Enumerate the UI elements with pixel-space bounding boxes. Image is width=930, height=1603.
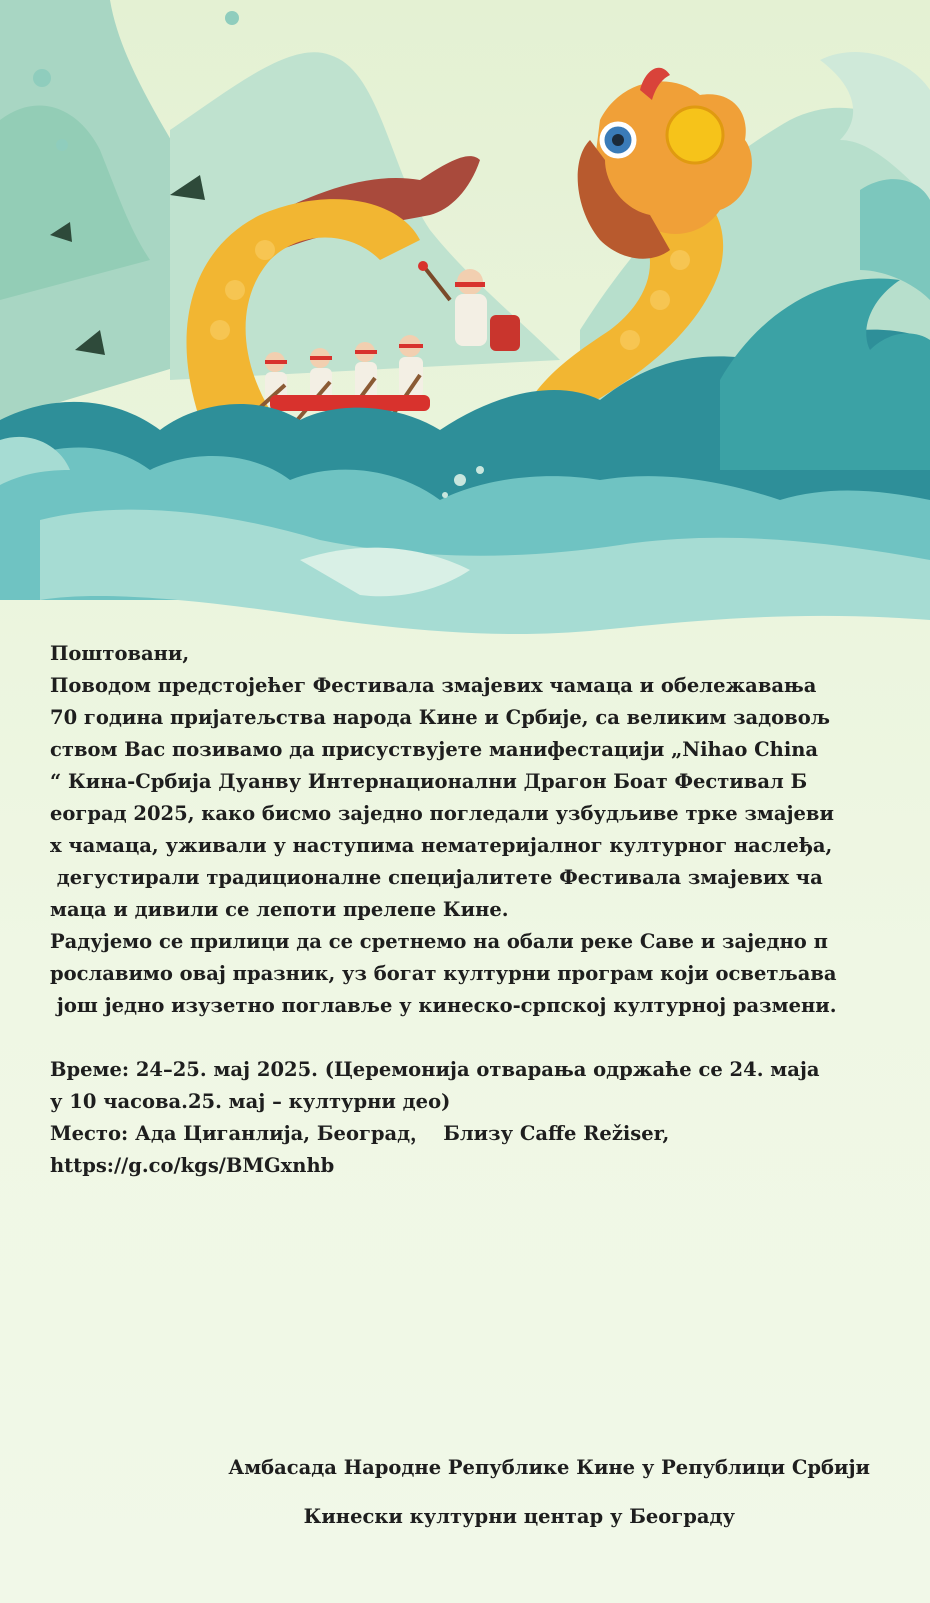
signature-cultural-center: Кинески културни центар у Београду [303,1505,735,1528]
event-time-cont: у 10 часова.25. мај – културни део) [50,1090,451,1113]
dragon-pearl [667,107,723,163]
letter-body-line: дегустирали традиционалне специјалитете Фестивала змајевих ча [50,866,823,889]
dragon-boat-illustration [0,0,930,660]
event-map-link[interactable]: https://g.co/kgs/BMGxnhb [50,1154,335,1177]
letter-body-line: х чамаца, уживали у наступима нематеријалног културног наслеђа, [50,834,833,857]
letter-body-line: “ Кина-Србија Дуанву Интернационални Драгон Боат Фестивал Б [50,770,808,793]
letter-body-line: 70 година пријатељства народа Кине и Србије, са великим задовољ [50,706,830,729]
letter-body-line: маца и дивили се лепоти прелепе Кине. [50,898,509,921]
event-location: Место: Ада Циганлија, Београд， Близу Caffe Režiser, [50,1122,670,1145]
letter-body-line: рославимо овај празник, уз богат културни програм који осветљава [50,962,837,985]
letter-body-line: ством Вас позивамо да присуствујете манифестацији „Nihao China [50,738,819,761]
letter-body-line: Радујемо се прилици да се сретнемо на обали реке Саве и заједно п [50,930,828,953]
signature-embassy: Амбасада Народне Републике Кине у Републици Србији [228,1456,870,1479]
invitation-letter [50,640,890,1184]
letter-body-line: еоград 2025, како бисмо заједно погледали узбудљиве трке змајеви [50,802,834,825]
event-time: Време: 24–25. мај 2025. (Церемонија отварања одржаће се 24. маја [50,1058,820,1081]
decor-dot [33,69,51,87]
letter-body-line: још једно изузетно поглавље у кинеско-српској културној размени. [50,994,837,1017]
letter-body-line: Поводом предстојећег Фестивала змајевих чамаца и обележавања [50,674,817,697]
letter-greeting: Поштовани, [50,642,190,665]
